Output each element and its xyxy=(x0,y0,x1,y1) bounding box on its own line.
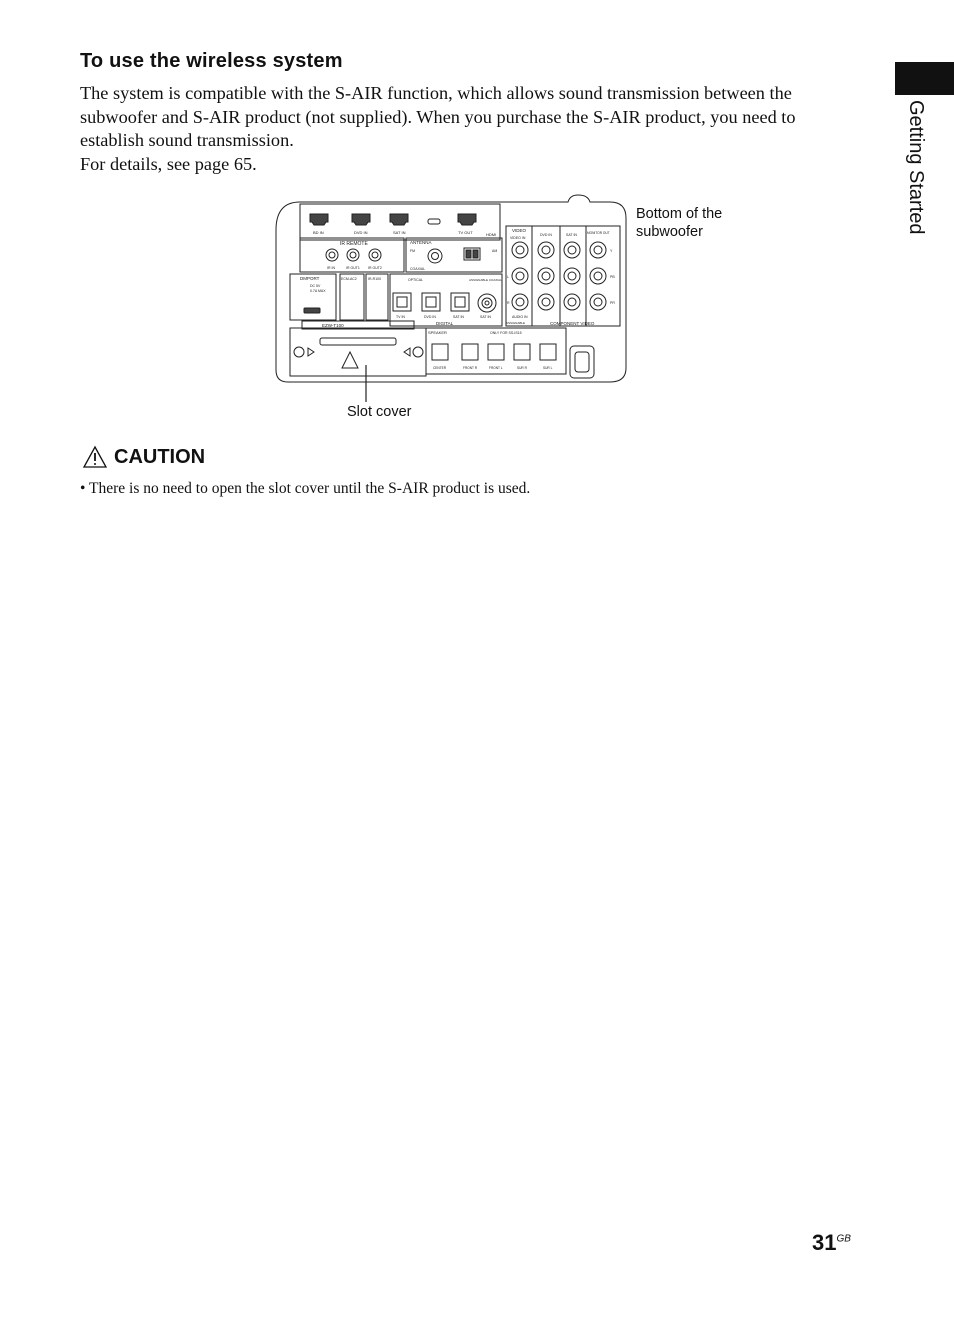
panel-label: L xyxy=(507,275,509,279)
panel-label: HDMI xyxy=(486,232,497,237)
panel-label: VIDEO IN xyxy=(510,236,526,240)
panel-label: IR OUT1 xyxy=(346,266,360,270)
panel-label: BD IN xyxy=(313,230,324,235)
panel-label: DIGITAL xyxy=(436,321,454,326)
panel-label: 0.7A MAX xyxy=(310,289,326,293)
caution-title: CAUTION xyxy=(114,445,206,468)
panel-label: OPTICAL xyxy=(408,278,423,282)
panel-label: ONLY FOR SS-IS15 xyxy=(490,331,522,335)
callout-slot-cover: Slot cover xyxy=(347,404,412,420)
panel-label: TV IN xyxy=(396,315,405,319)
page-number xyxy=(812,1230,851,1256)
section-heading: To use the wireless system xyxy=(80,50,343,72)
panel-label: COAXIAL xyxy=(410,267,426,271)
panel-label: FRONT L xyxy=(489,366,503,370)
panel-label: SAT IN xyxy=(566,233,577,237)
panel-label: Y xyxy=(610,249,613,253)
panel-label: COMPONENT VIDEO xyxy=(550,321,595,326)
subwoofer-rear-panel-diagram xyxy=(270,190,640,410)
panel-label: AUDIO IN xyxy=(512,315,528,319)
panel-label: R xyxy=(507,301,510,305)
panel-label: FRONT R xyxy=(463,366,478,370)
page-number-value: 31 xyxy=(812,1230,837,1255)
panel-label: SAT IN xyxy=(480,315,491,319)
chapter-label: Getting Started xyxy=(905,100,927,235)
panel-label: ASSIGNABLE COAXIAL xyxy=(469,278,502,282)
panel-label: MONITOR OUT xyxy=(587,231,610,235)
details-reference: For details, see page 65. xyxy=(80,153,257,174)
panel-label: DC 5V xyxy=(310,284,321,288)
panel-label: TV OUT xyxy=(458,230,473,235)
section-body xyxy=(80,82,840,176)
chapter-tab-marker xyxy=(895,62,954,95)
panel-label: DVD IN xyxy=(424,315,436,319)
panel-label: ANTENNA xyxy=(410,240,432,245)
panel-label: FM xyxy=(410,249,416,253)
panel-label: SAT IN xyxy=(453,315,464,319)
caution-list-item: • There is no need to open the slot cover until the S-AIR product is used. xyxy=(80,480,531,497)
panel-label: SUR L xyxy=(543,366,553,370)
page-number-suffix: GB xyxy=(836,1233,851,1245)
warning-triangle-icon xyxy=(82,445,108,469)
panel-label: DMPORT xyxy=(300,276,320,281)
panel-label: DVD IN xyxy=(540,233,552,237)
panel-label: IR-R100 xyxy=(368,277,382,281)
panel-label: DVD IN xyxy=(354,230,368,235)
panel-label: EZW-T100 xyxy=(322,323,344,328)
panel-label: IR IN xyxy=(327,266,335,270)
panel-label: ECM-AC2 xyxy=(341,277,357,281)
panel-label: CENTER xyxy=(433,366,447,370)
caution-heading xyxy=(82,444,205,470)
panel-label: SAT IN xyxy=(393,230,406,235)
panel-label: SPEAKER xyxy=(428,330,447,335)
caution-item-text: There is no need to open the slot cover until the S-AIR product is used. xyxy=(89,480,531,497)
panel-label: VIDEO xyxy=(512,228,527,233)
panel-label: PB xyxy=(610,275,615,279)
panel-label: IR REMOTE xyxy=(340,241,368,247)
panel-label: AM xyxy=(492,249,498,253)
panel-label: SUR R xyxy=(517,366,527,370)
panel-label: IR OUT2 xyxy=(368,266,382,270)
panel-label: PR xyxy=(610,301,615,305)
callout-bottom-of-subwoofer: Bottom of the subwoofer xyxy=(636,206,723,240)
intro-paragraph: The system is compatible with the S-AIR function, which allows sound transmission between the subwoofer and S-AIR product (not supplied). When you purchase the S-AIR product, you need to establish sound transmission. xyxy=(80,83,796,150)
panel-label: ASSIGNABLE xyxy=(506,321,526,325)
